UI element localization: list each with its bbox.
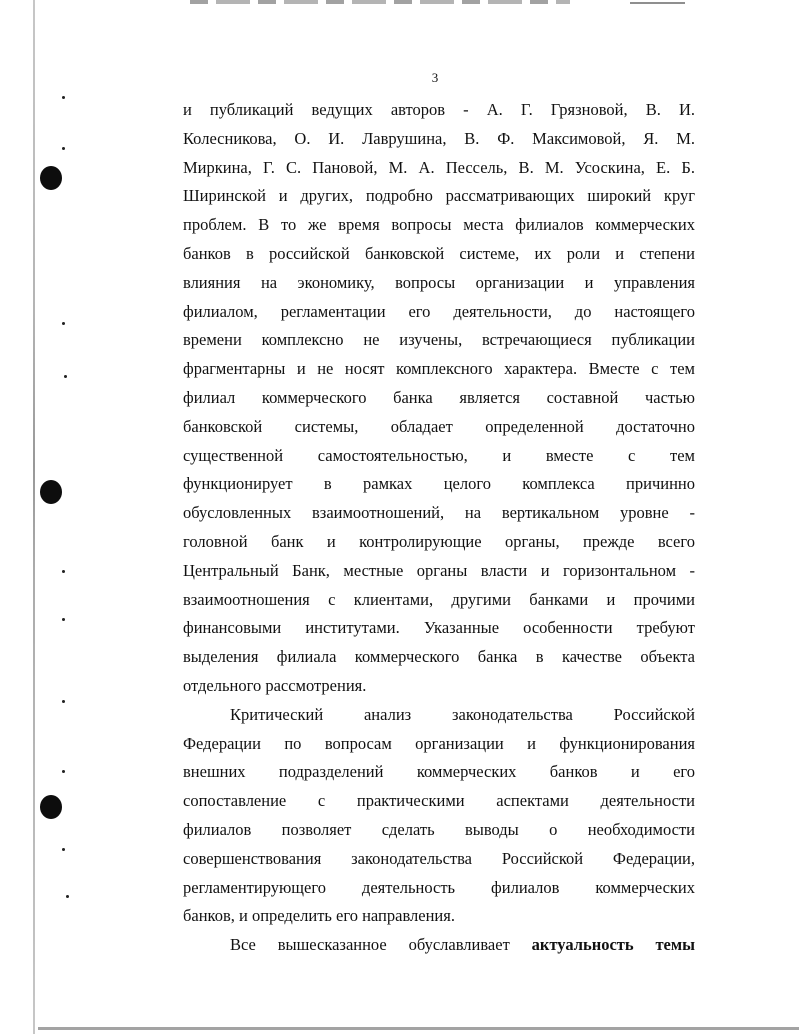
scan-top-right-line	[630, 2, 685, 4]
relevance-intro-text: Все вышесказанное обуславливает	[230, 935, 532, 955]
text-line: филиалов позволяет сделать выводы о необходимости	[183, 819, 695, 839]
scan-speck	[62, 848, 65, 851]
binding-edge-line	[33, 0, 35, 1034]
scan-speck	[62, 570, 65, 573]
text-line: влияния на экономику, вопросы организации и управления	[183, 272, 695, 292]
text-line: существенной самостоятельностью, и вместе с тем	[183, 445, 695, 465]
text-line: Центральный Банк, местные органы власти и горизонтальном -	[183, 560, 695, 580]
scan-speck	[66, 895, 69, 898]
document-body	[183, 96, 695, 960]
text-line: совершенствования законодательства Российской Федерации,	[183, 848, 695, 868]
text-line: времени комплексно не изучены, встречающиеся публикации	[183, 330, 695, 350]
text-line: выделения филиала коммерческого банка в качестве объекта	[183, 647, 695, 667]
text-line: фрагментарны и не носят комплексного характера. Вместе с тем	[183, 359, 695, 379]
paragraph-relevance	[183, 931, 695, 960]
text-line: головной банк и контролирующие органы, прежде всего	[183, 531, 695, 551]
binder-hole-middle	[40, 480, 62, 504]
scan-speck	[62, 770, 65, 773]
relevance-bold-phrase: актуальность темы	[531, 935, 695, 955]
text-line: финансовыми институтами. Указанные особенности требуют	[183, 618, 695, 638]
text-line: функционирует в рамках целого комплекса причинно	[183, 474, 695, 494]
text-line: Миркина, Г. С. Пановой, М. А. Пессель, В. М. Усоскина, Е. Б.	[183, 157, 695, 177]
binder-hole-bottom	[40, 795, 62, 819]
scan-speck	[62, 700, 65, 703]
text-line: филиал коммерческого банка является составной частью	[183, 387, 695, 407]
text-line: внешних подразделений коммерческих банков и его	[183, 762, 695, 782]
text-line: Колесникова, О. И. Лаврушина, В. Ф. Максимовой, Я. М.	[183, 128, 695, 148]
paragraph-continuation	[183, 96, 695, 701]
scan-speck	[62, 322, 65, 325]
text-line	[183, 931, 695, 960]
text-line: регламентирующего деятельность филиалов коммерческих	[183, 877, 695, 897]
paragraph-legislation	[183, 701, 695, 931]
text-line: банков, и определить его направления.	[183, 906, 455, 926]
text-line: банков в российской банковской системе, их роли и степени	[183, 243, 695, 263]
scan-speck	[64, 375, 67, 378]
text-line: Критический анализ законодательства Российской	[230, 704, 695, 724]
scan-bottom-line	[38, 1027, 799, 1030]
text-line: Федерации по вопросам организации и функционирования	[183, 733, 695, 753]
scan-speck	[62, 96, 65, 99]
text-line: отдельного рассмотрения.	[183, 675, 367, 695]
scan-speck	[62, 147, 65, 150]
scan-speck	[62, 618, 65, 621]
text-line: банковской системы, обладает определенной достаточно	[183, 416, 695, 436]
text-line: филиалом, регламентации его деятельности, до настоящего	[183, 301, 695, 321]
text-line: взаимоотношения с клиентами, другими банками и прочими	[183, 589, 695, 609]
text-line: обусловленных взаимоотношений, на вертикальном уровне -	[183, 503, 695, 523]
text-line: сопоставление с практическими аспектами деятельности	[183, 791, 695, 811]
text-line: и публикаций ведущих авторов - А. Г. Грязновой, В. И.	[183, 100, 695, 119]
page-number: 3	[431, 70, 439, 85]
text-line: проблем. В то же время вопросы места филиалов коммерческих	[183, 215, 695, 235]
binder-hole-top	[40, 166, 62, 190]
scan-top-smear	[190, 0, 570, 4]
text-line: Ширинской и других, подробно рассматривающих широкий круг	[183, 186, 695, 206]
